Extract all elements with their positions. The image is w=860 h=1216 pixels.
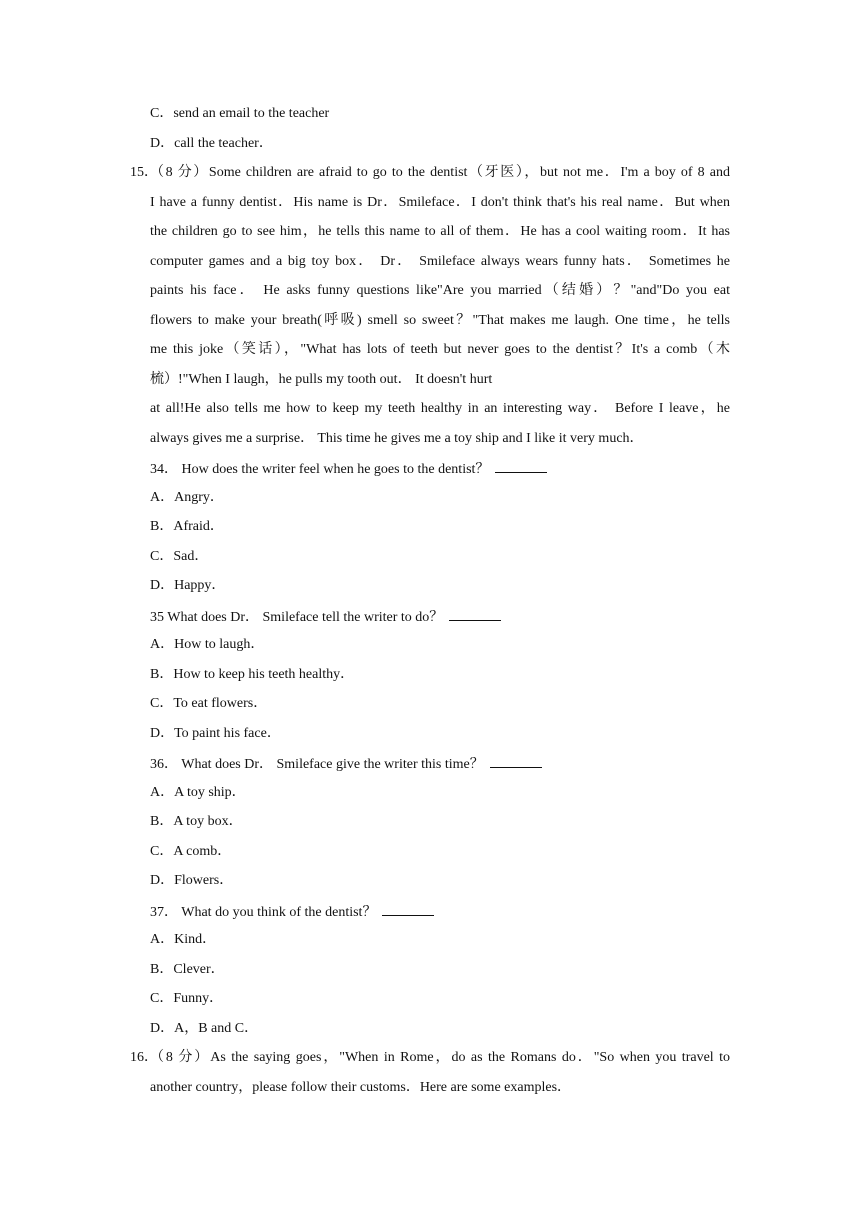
option: C．Funny． — [150, 991, 224, 1006]
passage-15-number: 15． — [130, 165, 158, 180]
answer-blank[interactable] — [449, 607, 501, 621]
option: C．Sad． — [150, 549, 209, 564]
passage-15-line: at all!He also tells me how to keep my teeth healthy in an interesting way． Before I leave，he — [150, 401, 730, 416]
option: A．A toy ship． — [150, 785, 246, 800]
answer-blank[interactable] — [490, 754, 542, 768]
passage-15-line: paints his face． He asks funny questions like"Are you married（结婚）？"and"Do you eat — [150, 283, 730, 298]
passage-15-line: me this joke（笑话），"What has lots of teeth but never goes to the dentist？It's a comb（木 — [150, 342, 730, 357]
passage-16-line: （8 分）As the saying goes，"When in Rome，do as the Romans do．"So when you travel to — [150, 1050, 730, 1065]
passage-16-line: another country，please follow their customs．Here are some examples． — [150, 1080, 572, 1095]
option: C．To eat flowers． — [150, 696, 268, 711]
question-34 — [150, 459, 547, 479]
option: D．Flowers． — [150, 873, 234, 888]
passage-15-line: 梳）!"When I laugh，he pulls my tooth out． It doesn't hurt — [150, 372, 493, 387]
passage-15-line: the children go to see him，he tells this name to all of them．He has a cool waiting room．It has — [150, 224, 730, 239]
question-text: 34． How does the writer feel when he goes to the dentist？ — [150, 462, 490, 477]
option: D．Happy． — [150, 578, 226, 593]
option: C．A comb． — [150, 844, 232, 859]
question-text: 36． What does Dr． Smileface give the writer this time？ — [150, 757, 484, 772]
option: B．A toy box． — [150, 814, 243, 829]
passage-15-line: （8 分）Some children are afraid to go to the dentist（牙医），but not me．I'm a boy of 8 and — [150, 165, 730, 180]
option: A．How to laugh． — [150, 637, 265, 652]
passage-15-line: I have a funny dentist．His name is Dr．Smileface．I don't think that's his real name．But when — [150, 195, 730, 210]
answer-blank[interactable] — [382, 902, 434, 916]
question-35 — [150, 607, 501, 627]
passage-15-line: flowers to make your breath(呼吸) smell so sweet？"That makes me laugh. One time，he tells — [150, 313, 730, 328]
answer-blank[interactable] — [495, 459, 547, 473]
option-d-prev: D．call the teacher． — [150, 136, 273, 151]
option: B．Afraid． — [150, 519, 224, 534]
option: A．Kind． — [150, 932, 217, 947]
question-text: 35 What does Dr． Smileface tell the writer to do？ — [150, 610, 444, 625]
passage-15-line: always gives me a surprise． This time he gives me a toy ship and I like it very much． — [150, 431, 644, 446]
option: B．Clever． — [150, 962, 225, 977]
option: D．A，B and C． — [150, 1021, 259, 1036]
passage-16-number: 16． — [130, 1050, 158, 1065]
option-c-prev: C．send an email to the teacher — [150, 106, 330, 121]
question-text: 37． What do you think of the dentist？ — [150, 905, 377, 920]
passage-15-line: computer games and a big toy box． Dr． Smileface always wears funny hats． Sometimes he — [150, 254, 730, 269]
question-37 — [150, 902, 434, 922]
question-36 — [150, 754, 542, 774]
option: D．To paint his face． — [150, 726, 281, 741]
option: B．How to keep his teeth healthy． — [150, 667, 355, 682]
option: A．Angry． — [150, 490, 224, 505]
